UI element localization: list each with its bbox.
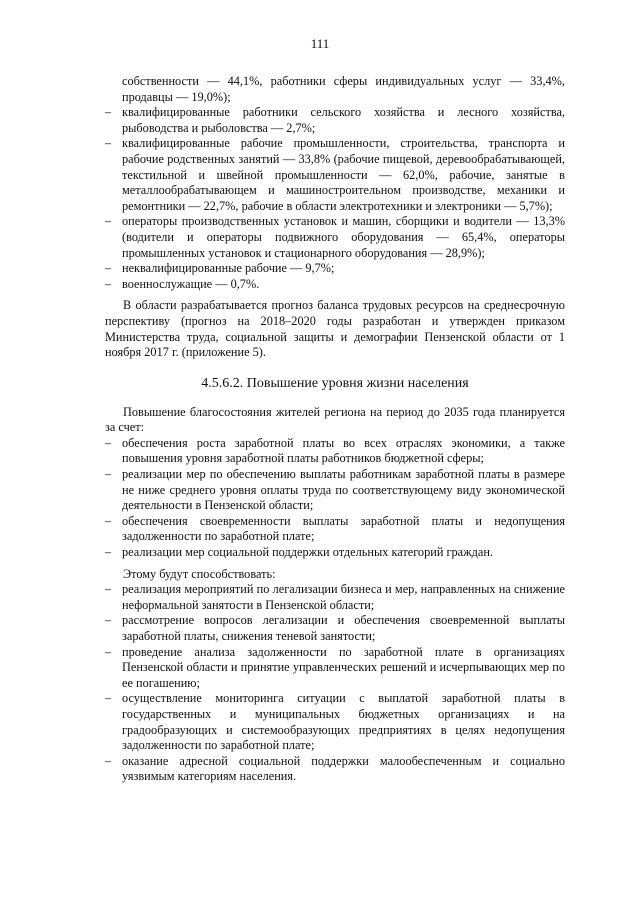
- list-item-text: военнослужащие — 0,7%.: [122, 276, 260, 291]
- intro-paragraph: Повышение благосостояния жителей региона на период до 2035 года планируется за счет:: [105, 404, 565, 435]
- list-item: [105, 545, 565, 561]
- list-item: [105, 754, 565, 785]
- list-item-text: операторы производственных установок и машин, сборщики и водители — 13,3% (водители и операторы подвижного оборудования — 65,4%, операторы промышленных установок и стационарного оборудования — 28,9%);: [122, 214, 565, 260]
- list-item-text: неквалифицированные рабочие — 9,7%;: [122, 261, 335, 276]
- list-item-text: осуществление мониторинга ситуации с выплатой заработной платы в государственных и муниципальных бюджетных организациях и на градообразующих и системообразующих предприятиях в целях недопущения задолженности по заработной плате;: [122, 691, 565, 753]
- list-item: [105, 436, 565, 467]
- section-heading: 4.5.6.2. Повышение уровня жизни населения: [201, 375, 469, 391]
- dash-bullet: –: [105, 136, 112, 151]
- dash-bullet: –: [105, 513, 112, 528]
- list-item: [105, 136, 565, 214]
- dash-bullet: –: [105, 276, 112, 291]
- dash-bullet: –: [105, 467, 112, 482]
- dash-bullet: –: [105, 435, 112, 450]
- list-item: [105, 514, 565, 545]
- list-item-text: проведение анализа задолженности по заработной плате в организациях Пензенской области и принятие управленческих решений и исчерпывающих мер по ее погашению;: [122, 644, 565, 690]
- list-item-text: реализации мер социальной поддержки отдельных категорий граждан.: [122, 545, 493, 560]
- list-item-continuation: [105, 74, 565, 105]
- contribute-paragraph: Этому будут способствовать:: [123, 566, 276, 581]
- forecast-paragraph: В области разрабатывается прогноз баланса трудовых ресурсов на среднесрочную перспективу (прогноз на 2018–2020 годы разработан и утвержден приказом Министерства труда, социальной защиты и демографии Пензенской области от 1 ноября 2017 г. (приложение 5).: [105, 298, 565, 360]
- list-item-text: оказание адресной социальной поддержки малообеспеченным и социально уязвимым категориям населения.: [122, 753, 565, 784]
- list-item: [105, 467, 565, 514]
- dash-bullet: –: [105, 545, 112, 560]
- dash-bullet: –: [105, 753, 112, 768]
- dash-bullet: –: [105, 644, 112, 659]
- list-item: [105, 582, 565, 613]
- list-item-text: рассмотрение вопросов легализации и обеспечения своевременной выплаты заработной платы, снижения теневой занятости;: [122, 613, 565, 643]
- list-item-text: обеспечения своевременности выплаты заработной платы и недопущения задолженности по заработной плате;: [122, 513, 565, 544]
- list-item-text: обеспечения роста заработной платы во всех отраслях экономики, а также повышения уровня заработной платы работников бюджетной сферы;: [122, 435, 565, 466]
- list-item: [105, 613, 565, 644]
- dash-bullet: –: [105, 261, 112, 276]
- list-item: [105, 214, 565, 261]
- page-number: 111: [310, 36, 330, 51]
- dash-bullet: –: [105, 613, 112, 628]
- list-item-text: квалифицированные рабочие промышленности, строительства, транспорта и рабочие родственных занятий — 33,8% (рабочие пищевой, деревообрабатывающей, текстильной и швейной промышленности — 62,0%, рабочие, занятые в металлообрабатывающем и машиностроительном производстве, механики и ремонтники — 22,7%, рабочие в области электротехники и электроники — 5,7%);: [122, 136, 565, 213]
- list-item: [105, 261, 565, 277]
- list-item-text: реализации мер по обеспечению выплаты работникам заработной платы в размере не ниже среднего уровня оплаты труда по соответствующему виду экономической деятельности в Пензенской области;: [122, 467, 565, 513]
- dash-bullet: –: [105, 691, 112, 706]
- list-item-text: квалифицированные работники сельского хозяйства и лесного хозяйства, рыбоводства и рыболовства — 2,7%;: [122, 105, 565, 135]
- worker-categories-list: [105, 105, 565, 292]
- list-item-text: собственности — 44,1%, работники сферы индивидуальных услуг — 33,4%, продавцы — 19,0%);: [122, 74, 565, 104]
- list-item: [105, 691, 565, 753]
- list-item: [105, 645, 565, 692]
- dash-bullet: –: [105, 105, 112, 120]
- page-content: [105, 74, 565, 785]
- dash-bullet: –: [105, 582, 112, 597]
- list-item-text: реализация мероприятий по легализации бизнеса и мер, направленных на снижение неформальной занятости в Пензенской области;: [122, 582, 565, 612]
- measures-list: [105, 436, 565, 561]
- contributing-actions-list: [105, 582, 565, 785]
- list-item: [105, 105, 565, 136]
- dash-bullet: –: [105, 214, 112, 229]
- list-item: [105, 277, 565, 293]
